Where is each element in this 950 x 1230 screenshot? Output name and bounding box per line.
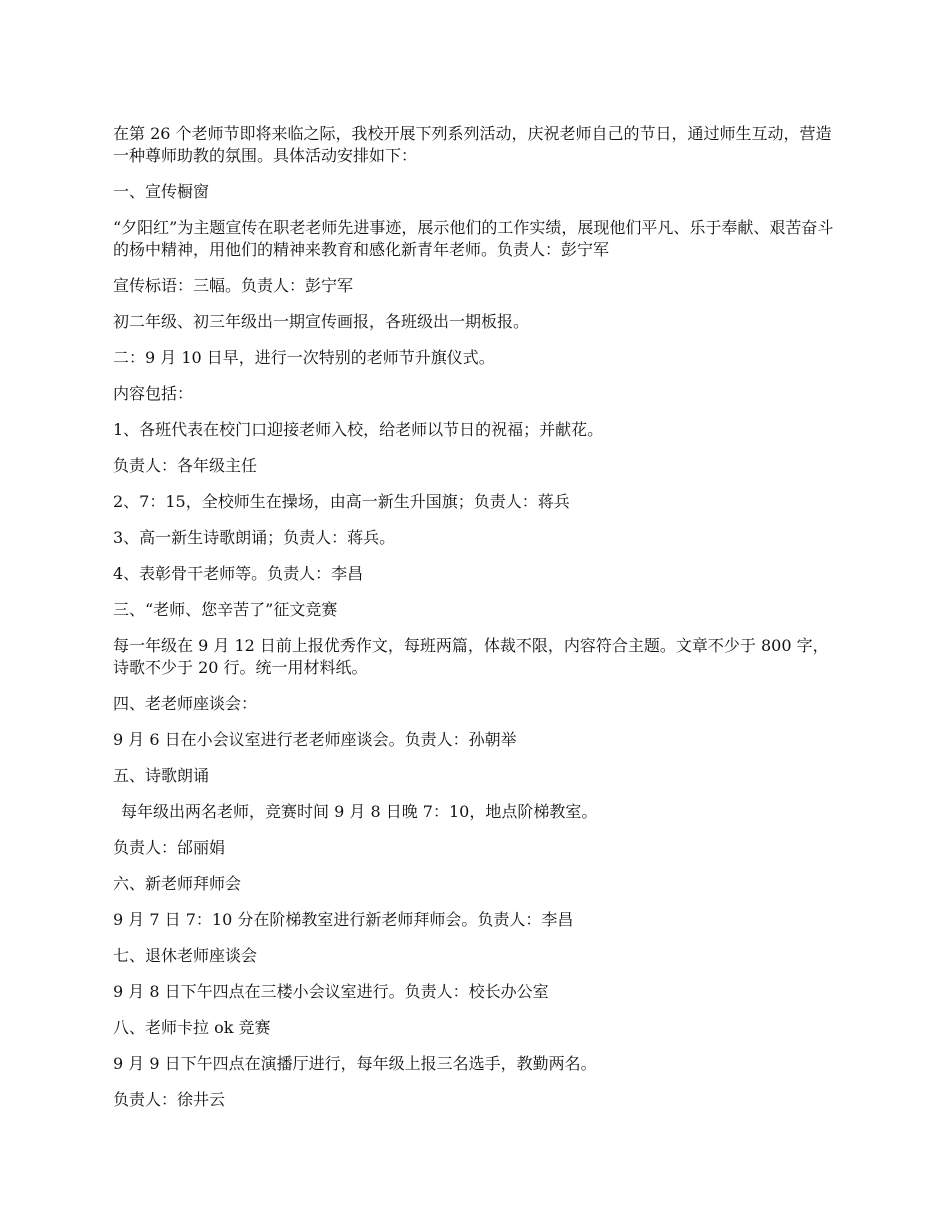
intro-paragraph: 在第 26 个老师节即将来临之际，我校开展下列系列活动，庆祝老师自己的节日，通过师生互动，营造一种尊师助教的氛围。具体活动安排如下：: [113, 124, 832, 165]
document-body: [113, 123, 835, 1125]
section-2-item-1: 1、各班代表在校门口迎接老师入校，给老师以节日的祝福；并献花。: [113, 420, 604, 439]
section-2-item-4: 4、表彰骨干老师等。负责人：李昌: [113, 564, 364, 583]
section-3-paragraph: 每一年级在 9 月 12 日前上报优秀作文，每班两篇，体裁不限，内容符合主题。文章不少于 800 字，诗歌不少于 20 行。统一用材料纸。: [113, 636, 829, 677]
section-6-paragraph: 9 月 7 日 7：10 分在阶梯教室进行新老师拜师会。负责人：李昌: [113, 910, 574, 929]
section-2-item-3: 3、高一新生诗歌朗诵；负责人：蒋兵。: [113, 528, 396, 547]
section-heading-6: 六、新老师拜师会: [113, 874, 242, 893]
section-1-paragraph: “夕阳红”为主题宣传在职老老师先进事迹，展示他们的工作实绩，展现他们平凡、乐于奉献、艰苦奋斗的杨中精神，用他们的精神来教育和感化新青年老师。负责人：彭宁军: [113, 218, 834, 259]
section-heading-2: 二：9 月 10 日早，进行一次特别的老师节升旗仪式。: [113, 348, 495, 367]
section-heading-7: 七、退休老师座谈会: [113, 946, 258, 965]
section-5-owner: 负责人：邰丽娟: [113, 838, 226, 857]
section-2-item-2: 2、7：15，全校师生在操场，由高一新生升国旗；负责人：蒋兵: [113, 492, 570, 511]
section-heading-8: 八、老师卡拉 ok 竞赛: [113, 1018, 271, 1037]
section-8-paragraph: 9 月 9 日下午四点在演播厅进行，每年级上报三名选手，教勤两名。: [113, 1054, 597, 1073]
section-5-paragraph: 每年级出两名老师，竞赛时间 9 月 8 日晚 7：10，地点阶梯教室。: [121, 802, 598, 821]
section-heading-4: 四、老老师座谈会：: [113, 694, 258, 713]
section-1-posters: 初二年级、初三年级出一期宣传画报，各班级出一期板报。: [113, 312, 530, 331]
section-4-paragraph: 9 月 6 日在小会议室进行老老师座谈会。负责人：孙朝举: [113, 730, 517, 749]
section-heading-5: 五、诗歌朗诵: [113, 766, 210, 785]
section-2-item-1-owner: 负责人：各年级主任: [113, 456, 258, 475]
section-1-slogan: 宣传标语：三幅。负责人：彭宁军: [113, 276, 354, 295]
section-heading-3: 三、“老师、您辛苦了”征文竞赛: [113, 600, 338, 619]
section-heading-1: 一、宣传橱窗: [113, 182, 210, 201]
section-7-paragraph: 9 月 8 日下午四点在三楼小会议室进行。负责人：校长办公室: [113, 982, 549, 1001]
section-8-owner: 负责人：徐井云: [113, 1090, 226, 1109]
section-2-content-label: 内容包括：: [113, 384, 194, 403]
